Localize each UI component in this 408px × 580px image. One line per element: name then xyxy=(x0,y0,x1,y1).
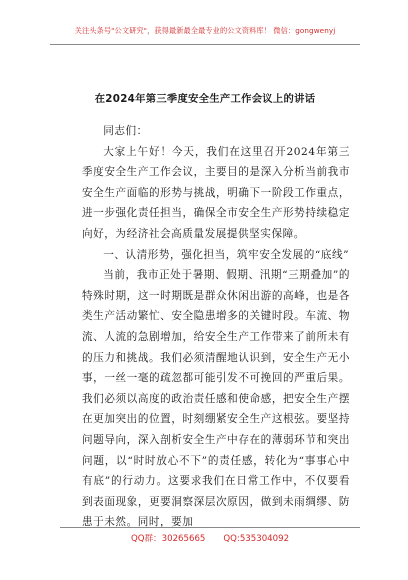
header-divider xyxy=(50,44,360,45)
footer-divider xyxy=(60,527,360,528)
footer-qq: QQ:535304092 xyxy=(223,534,290,544)
document-body xyxy=(82,121,350,533)
footer-qq-group: QQ群：30265665 xyxy=(130,534,206,544)
section-heading: 一、认清形势，强化担当，筑牢安全发展的“底线” xyxy=(103,248,350,261)
footer-contact xyxy=(60,532,360,544)
paragraph-intro: 大家上午好！今天，我们在这里召开2024年第三季度安全生产工作会议，主要目的是深入分析当前我市安全生产面临的形势与挑战，明确下一阶段工作重点，进一步强化责任担当，确保全市安全生产形势持续稳定向好，为经济社会高质量发展提供坚实保障。 xyxy=(82,145,350,240)
header-banner: 关注头条号"公文研究"，获得最新最全最专业的公文资料库！ 微信：gongwenyj xyxy=(74,26,336,35)
document-title: 在2024年第三季度安全生产工作会议上的讲话 xyxy=(94,93,316,105)
salutation: 同志们： xyxy=(103,125,148,137)
paragraph-body: 当前，我市正处于暑期、假期、汛期“三期叠加”的特殊时期，这一时期既是群众休闲出游的高峰，也是各类生产活动繁忙、安全隐患增多的关键时段。车流、物流、人流的急剧增加，给安全生产工作带来了前所未有的压力和挑战。我们必须清醒地认识到，安全生产无小事，一丝一毫的疏忽都可能引发不可挽回的严重后果。我们必须以高度的政治责任感和使命感，把安全生产摆在更加突出的位置，时刻绷紧安全生产这根弦。要坚持问题导向，深入剖析安全生产中存在的薄弱环节和突出问题，以“时时放心不下”的责任感，转化为“事事心中有底”的行动力。这要求我们在日常工作中，不仅要看到表面现象，更要洞察深层次原因，做到未雨绸缪、防患于未然。同时，要加 xyxy=(82,269,350,529)
